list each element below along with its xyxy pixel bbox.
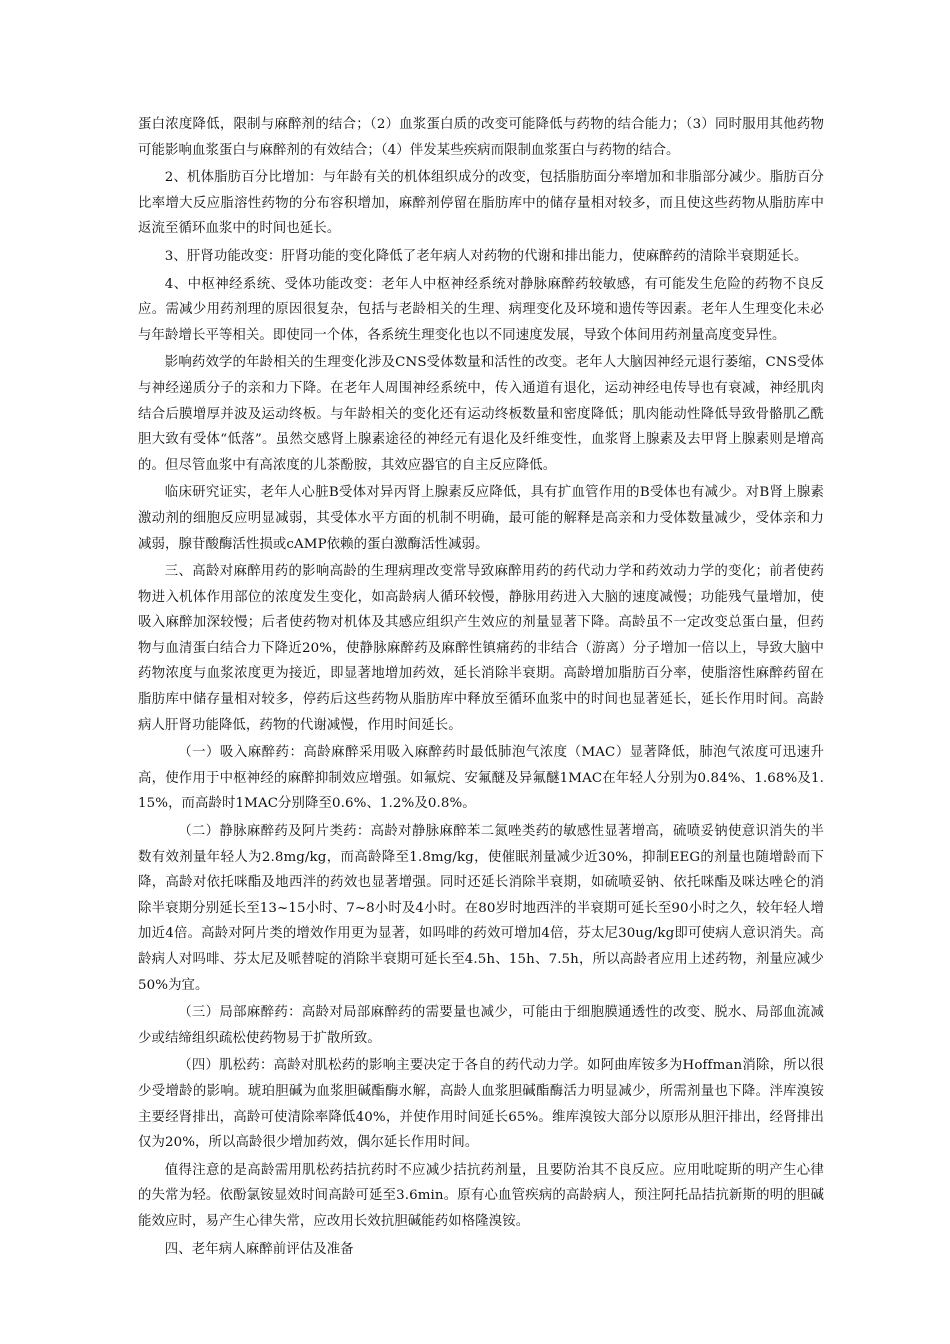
paragraph-plasma-protein: 蛋白浓度降低，限制与麻醉剂的结合；（2）血浆蛋白质的改变可能降低与药物的结合能力；（3）同时服用其他药物可能影响血浆蛋白与麻醉剂的有效结合；（4）伴发某些疾病而限制血浆蛋白与药物的结合。	[138, 117, 824, 158]
paragraph-clinical-research: 临床研究证实，老年人心脏B受体对异丙肾上腺素反应降低，具有扩血管作用的B受体也有减少。对B肾上腺素激动剂的细胞反应明显减弱，其受体水平方面的机制不明确，最可能的解释是高亲和力受体数量减少，受体亲和力减弱，腺苷酸酶活性损或cAMP依赖的蛋白激酶活性减弱。	[138, 485, 824, 552]
paragraph-pharmacodynamics: 影响药效学的年龄相关的生理变化涉及CNS受体数量和活性的改变。老年人大脑因神经元退行萎缩，CNS受体与神经递质分子的亲和力下降。在老年人周围神经系统中，传入通道有退化，运动神经电传导也有衰减，神经肌肉结合后膜增厚并波及运动终板。与年龄相关的变化还有运动终板数量和密度降低；肌肉能动性降低导致骨骼肌乙酰胆大致有受体“低落”。虽然交感肾上腺素途径的神经元有退化及纤维变性，血浆肾上腺素及去甲肾上腺素则是增高的。但尽管血浆中有高浓度的儿茶酚胺，其效应器官的自主反应降低。	[138, 355, 824, 473]
paragraph-muscle-relaxants: （四）肌松药：高龄对肌松药的影响主要决定于各自的药代动力学。如阿曲库铵多为Hoffman消除，所以很少受增龄的影响。琥珀胆碱为血浆胆碱酯酶水解，高龄人血浆胆碱酯酶活力明显减少，所需剂量也下降。泮库溴铵主要经肾排出，高龄可使清除率降低40%，并使作用时间延长65%。维库溴铵大部分以原形从胆汗排出，经肾排出仅为20%，所以高龄很少增加药效，偶尔延长作用时间。	[138, 1058, 824, 1151]
paragraph-local-anesthetics: （三）局部麻醉药：高龄对局部麻醉药的需要量也减少，可能由于细胞膜通透性的改变、脱水、局部血流减少或结缔组织疏松使药物易于扩散所致。	[138, 1005, 824, 1046]
section-heading-aging-drug-effects: 三、高龄对麻醉用药的影响高龄的生理病理改变常导致麻醉用药的药代动力学和药效动力学的变化；前者使药物进入机体作用部位的浓度发生变化，如高龄病人循环较慢，静脉用药进入大脑的速度减慢；功能残气量增加，使吸入麻醉加深较慢；后者使药物对机体及其感应组织产生效应的剂量显著下降。高龄虽不一定改变总蛋白量，但药物与血清蛋白结合力下降近20%，使静脉麻醉药及麻醉性镇痛药的非结合（游离）分子增加一倍以上，导致大脑中药物浓度与血浆浓度更为接近，即显著地增加药效，延长消除半衰期。高龄增加脂肪百分率，使脂溶性麻醉药留在脂肪库中储存量相对较多，停药后这些药物从脂肪库中释放至循环血浆中的时间也显著延长，延长作用时间。高龄病人肝肾功能降低，药物的代谢减慢，作用时间延长。	[138, 564, 824, 733]
paragraph-liver-kidney: 3、肝肾功能改变：肝肾功能的变化降低了老年病人对药物的代谢和排出能力，使麻醉药的清除半衰期延长。	[164, 248, 808, 264]
paragraph-antagonist-note: 值得注意的是高龄需用肌松药拮抗药时不应减少拮抗药剂量，且要防治其不良反应。应用吡啶斯的明产生心律的失常为轻。依酚氯铵显效时间高龄可延至3.6min。原有心血管疾病的高龄病人，预注阿托品拮抗新斯的明的胆碱能效应时，易产生心律失常，应改用长效抗胆碱能药如格隆溴铵。	[138, 1162, 824, 1229]
paragraph-iv-anesthetics-opioids: （二）静脉麻醉药及阿片类药：高龄对静脉麻醉苯二氮唑类药的敏感性显著增高，硫喷妥钠使意识消失的半数有效剂量年轻人为2.8mg/kg，而高龄降至1.8mg/kg，使催眠剂量减少近30%，抑制EEG的剂量也随增龄而下降，高龄对依托咪酯及地西泮的药效也显著增强。同时还延长消除半衰期，如硫喷妥钠、依托咪酯及咪达唑仑的消除半衰期分别延长至13~15小时、7~8小时及4小时。在80岁时地西泮的半衰期可延长至90小时之久，较年轻人增加近4倍。高龄对阿片类的增效作用更为显著，如吗啡的药效可增加4倍，芬太尼30ug/kg即可使病人意识消失。高龄病人对吗啡、芬太尼及哌替啶的消除半衰期可延长至4.5h、15h、7.5h，所以高龄者应用上述药物，剂量应减少50%为宜。	[138, 824, 824, 993]
paragraph-body-fat: 2、机体脂肪百分比增加：与年龄有关的机体组织成分的改变，包括脂肪面分率增加和非脂部分减少。脂肪百分比率增大反应脂溶性药物的分布容积增加，麻醉剂停留在脂肪库中的储存量相对较多，而且使这些药物从脂肪库中返流至循环血浆中的时间也延长。	[138, 170, 824, 237]
paragraph-inhaled-anesthetics: （一）吸入麻醉药：高龄麻醉采用吸入麻醉药时最低肺泡气浓度（MAC）显著降低，肺泡气浓度可迅速升高，使作用于中枢神经的麻醉抑制效应增强。如氟烷、安氟醚及异氟醚1MAC在年轻人分别为0.84%、1.68%及1.15%，而高龄时1MAC分别降至0.6%、1.2%及0.8%。	[138, 745, 824, 812]
paragraph-cns-receptor: 4、中枢神经系统、受体功能改变：老年人中枢神经系统对静脉麻醉药较敏感，有可能发生危险的药物不良反应。需减少用药剂理的原因很复杂，包括与老龄相关的生理、病理变化及环境和遗传等因素。老年人生理变化未必与年龄增长平等相关。即使同一个体，各系统生理变化也以不同速度发展，导致个体间用药剂量高度变异性。	[138, 276, 824, 343]
section-heading-preanesthetic-evaluation: 四、老年病人麻醉前评估及准备	[164, 1241, 354, 1257]
document-page	[138, 112, 824, 1262]
